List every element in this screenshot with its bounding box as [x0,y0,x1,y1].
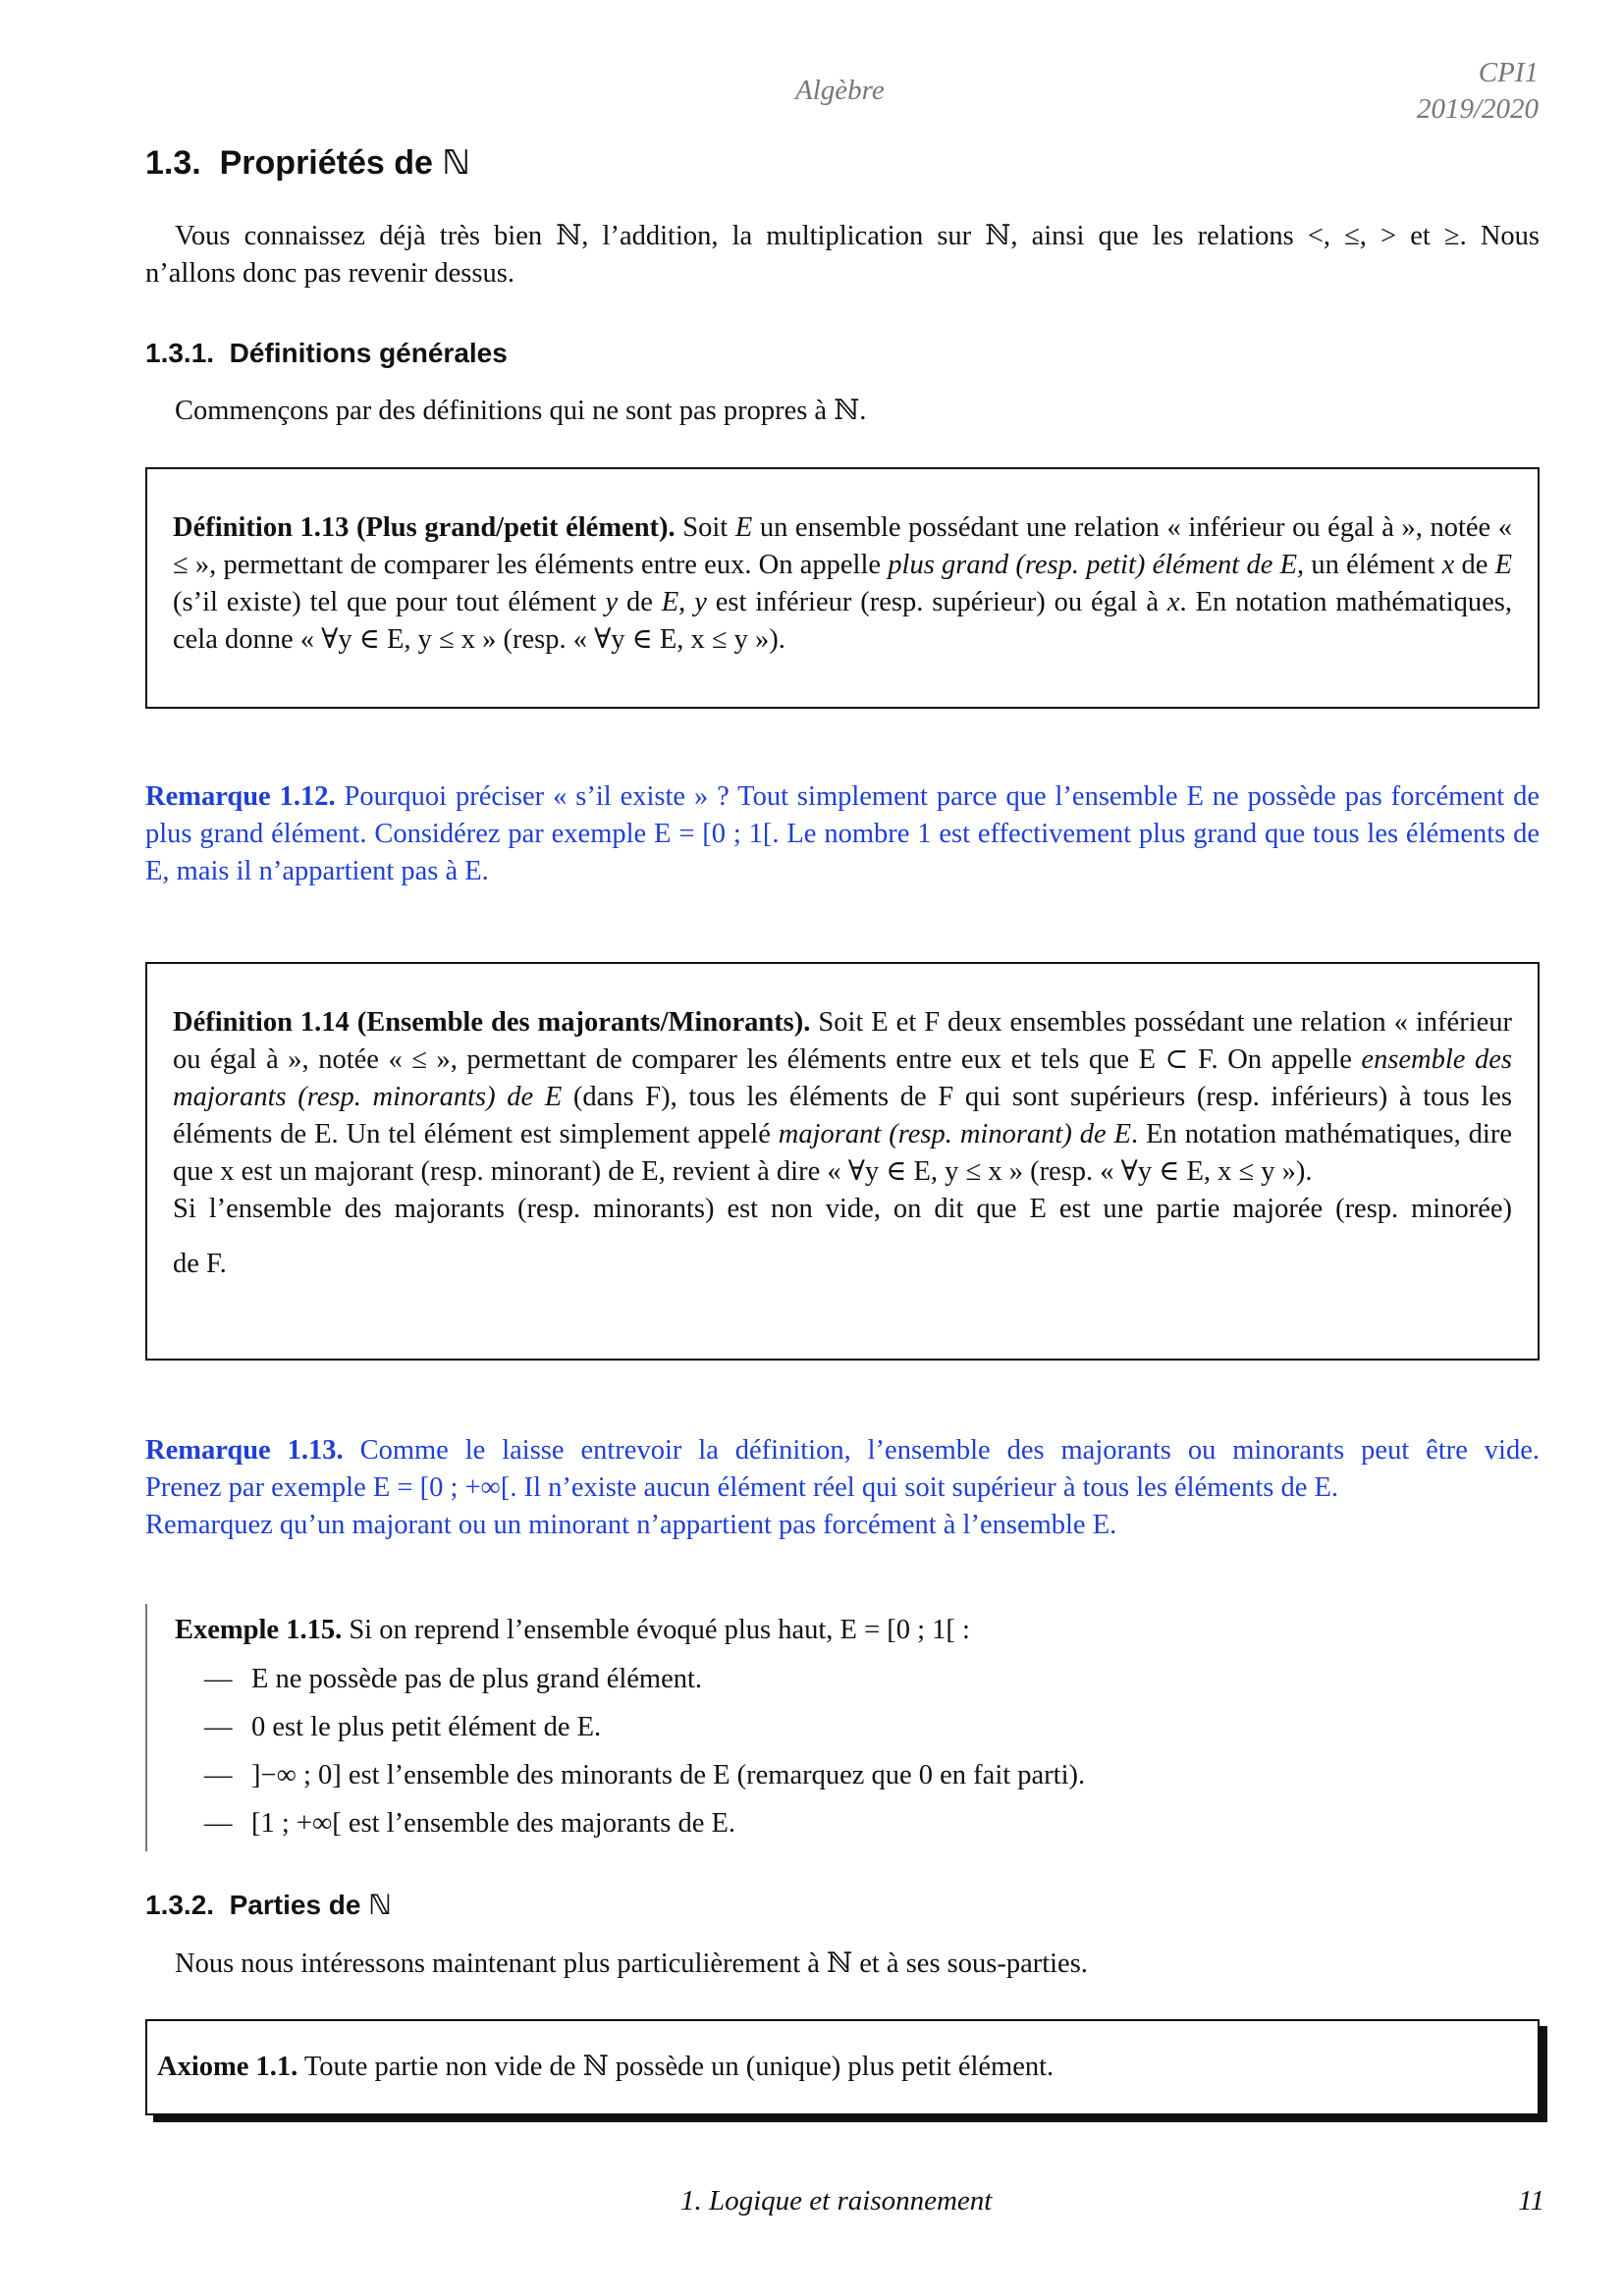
axiom-text [157,2049,1054,2086]
running-header-right-2: 2019/2020 [1416,93,1539,125]
example-1-15 [175,1606,1530,1847]
intro-line-2: n’allons donc pas revenir dessus. [145,258,514,289]
list-dash: — [204,1808,233,1839]
definition-text: , un élément [1297,550,1442,580]
list-item-text: E ne possède pas de plus grand élément. [251,1664,703,1694]
example-intro [175,1606,1530,1655]
remark-1-12 [145,778,1540,890]
remark-line-3: Remarquez qu’un majorant ou un minorant n’appartient pas forcément à l’ensemble E. [145,1510,1117,1540]
definition-text: (dans F), tous les éléments de F qui sont supérieurs (resp. inférieurs) à tous les éléments de E. Un tel élément est simplement appelé [173,1082,1513,1149]
list-item-text: ]−∞ ; 0] est l’ensemble des minorants de E (remarquez que 0 en fait parti). [251,1760,1086,1790]
list-item [204,1703,1530,1751]
definition-text: (s’il existe) tel que pour tout élément [173,587,606,617]
example-label: Exemple 1.15. [175,1615,343,1645]
math-var: E [661,587,679,617]
definition-line-3: de F. [173,1249,227,1279]
running-header-right-1: CPI1 [1478,57,1539,88]
definition-text: Soit E et F deux ensembles possédant une relation « inférieur ou égal à », notée « ≤ », permettant de comparer les éléments entre eux et tels que E ⊂ F. On appelle [173,1007,1512,1075]
section-heading [145,143,470,183]
list-dash: — [204,1760,233,1790]
subsection-heading-1 [145,338,508,369]
example-rule [145,1604,147,1851]
remark-label: Remarque 1.13. [145,1435,344,1466]
definition-emphasis: ensemble des majorants (resp. minorants) de E [173,1044,1513,1112]
subsection-1-intro: Commençons par des définitions qui ne sont pas propres à ℕ. [175,396,867,426]
list-dash: — [204,1712,233,1742]
list-item-text: [1 ; +∞[ est l’ensemble des majorants de E. [251,1808,736,1839]
definition-line-2: Si l’ensemble des majorants (resp. minorants) est non vide, on dit que E est une partie majorée (resp. minorée) [173,1194,1512,1224]
definition-text: , [678,587,695,617]
math-var: y [694,587,707,617]
section-number: 1.3. [145,144,201,182]
list-item [204,1799,1530,1847]
math-var: y [605,587,619,617]
definition-label: Définition 1.14 (Ensemble des majorants/Minorants). [173,1007,811,1038]
example-list [204,1655,1530,1847]
subsection-2-intro: Nous nous intéressons maintenant plus particulièrement à ℕ et à ses sous-parties. [175,1949,1088,1979]
subsection-number: 1.3.2. [145,1890,215,1920]
definition-text: . En notation mathématiques, dire que x est un majorant (resp. minorant) de E, revient à dire « ∀y ∈ E, y ≤ x » (resp. « ∀y ∈ E, x ≤ y »). [173,1119,1512,1187]
definition-text: est inférieur (resp. supérieur) ou égal à [706,587,1167,617]
remark-line-1 [145,1432,1540,1469]
subsection-title: Définitions générales [229,338,508,368]
definition-text: de [1454,550,1495,580]
definition-emphasis: plus grand (resp. petit) élément de E [888,550,1298,580]
list-item-text: 0 est le plus petit élément de E. [251,1712,602,1742]
definition-1-13-text [173,509,1512,659]
axiom-label: Axiome 1.1. [157,2052,298,2082]
remark-text: Pourquoi préciser « s’il existe » ? Tout simplement parce que l’ensemble E ne possède pas forcément de plus grand élément. Considérez par exemple E = [0 ; 1[. Le nombre 1 est effectivement plus grand que tous les éléments de E, mais il n’appartient pas à E. [145,781,1540,886]
definition-emphasis: majorant (resp. minorant) de E [778,1119,1132,1149]
definition-1-13-box [145,467,1540,709]
remark-text: Comme le laisse entrevoir la définition, l’ensemble des majorants ou minorants peut être vide. [343,1435,1540,1466]
definition-text: un ensemble possédant une relation « inférieur ou égal à », notée « ≤ », permettant de comparer les éléments entre eux. On appelle [173,512,1513,580]
intro-paragraph [145,218,1540,293]
definition-text: Soit [675,512,735,543]
definition-label: Définition 1.13 (Plus grand/petit élément). [173,512,676,543]
footer-chapter: 1. Logique et raisonnement [680,2185,993,2216]
footer-page-number: 11 [1518,2185,1544,2216]
list-item [204,1751,1530,1799]
remark-1-13 [145,1432,1540,1544]
remark-label: Remarque 1.12. [145,781,336,812]
definition-1-14-box [145,962,1540,1361]
definition-text: . En notation mathématiques, cela donne « ∀y ∈ E, y ≤ x » (resp. « ∀y ∈ E, x ≤ y »). [173,587,1513,655]
subsection-number: 1.3.1. [145,338,215,368]
math-var: E [734,512,753,543]
intro-line-1: Vous connaissez déjà très bien ℕ, l’addition, la multiplication sur ℕ, ainsi que les relations <, ≤, > et ≥. Nous [175,221,1540,251]
subsection-title: Parties de ℕ [229,1890,392,1920]
definition-1-14-text [173,1004,1512,1283]
math-var: x [1166,587,1180,617]
math-var: x [1441,550,1455,580]
remark-line-2: Prenez par exemple E = [0 ; +∞[. Il n’existe aucun élément réel qui soit supérieur à tous les éléments de E. [145,1472,1339,1503]
subsection-heading-2 [145,1889,392,1921]
example-text: Si on reprend l’ensemble évoqué plus haut, E = [0 ; 1[ : [342,1615,970,1645]
list-dash: — [204,1664,233,1694]
math-var: E [1494,550,1513,580]
section-title: Propriétés de ℕ [219,144,470,182]
definition-text: de [618,587,662,617]
running-header-center: Algèbre [795,75,885,106]
axiom-body: Toute partie non vide de ℕ possède un (unique) plus petit élément. [298,2052,1055,2082]
axiom-1-1-box [145,2019,1540,2115]
list-item [204,1655,1530,1703]
